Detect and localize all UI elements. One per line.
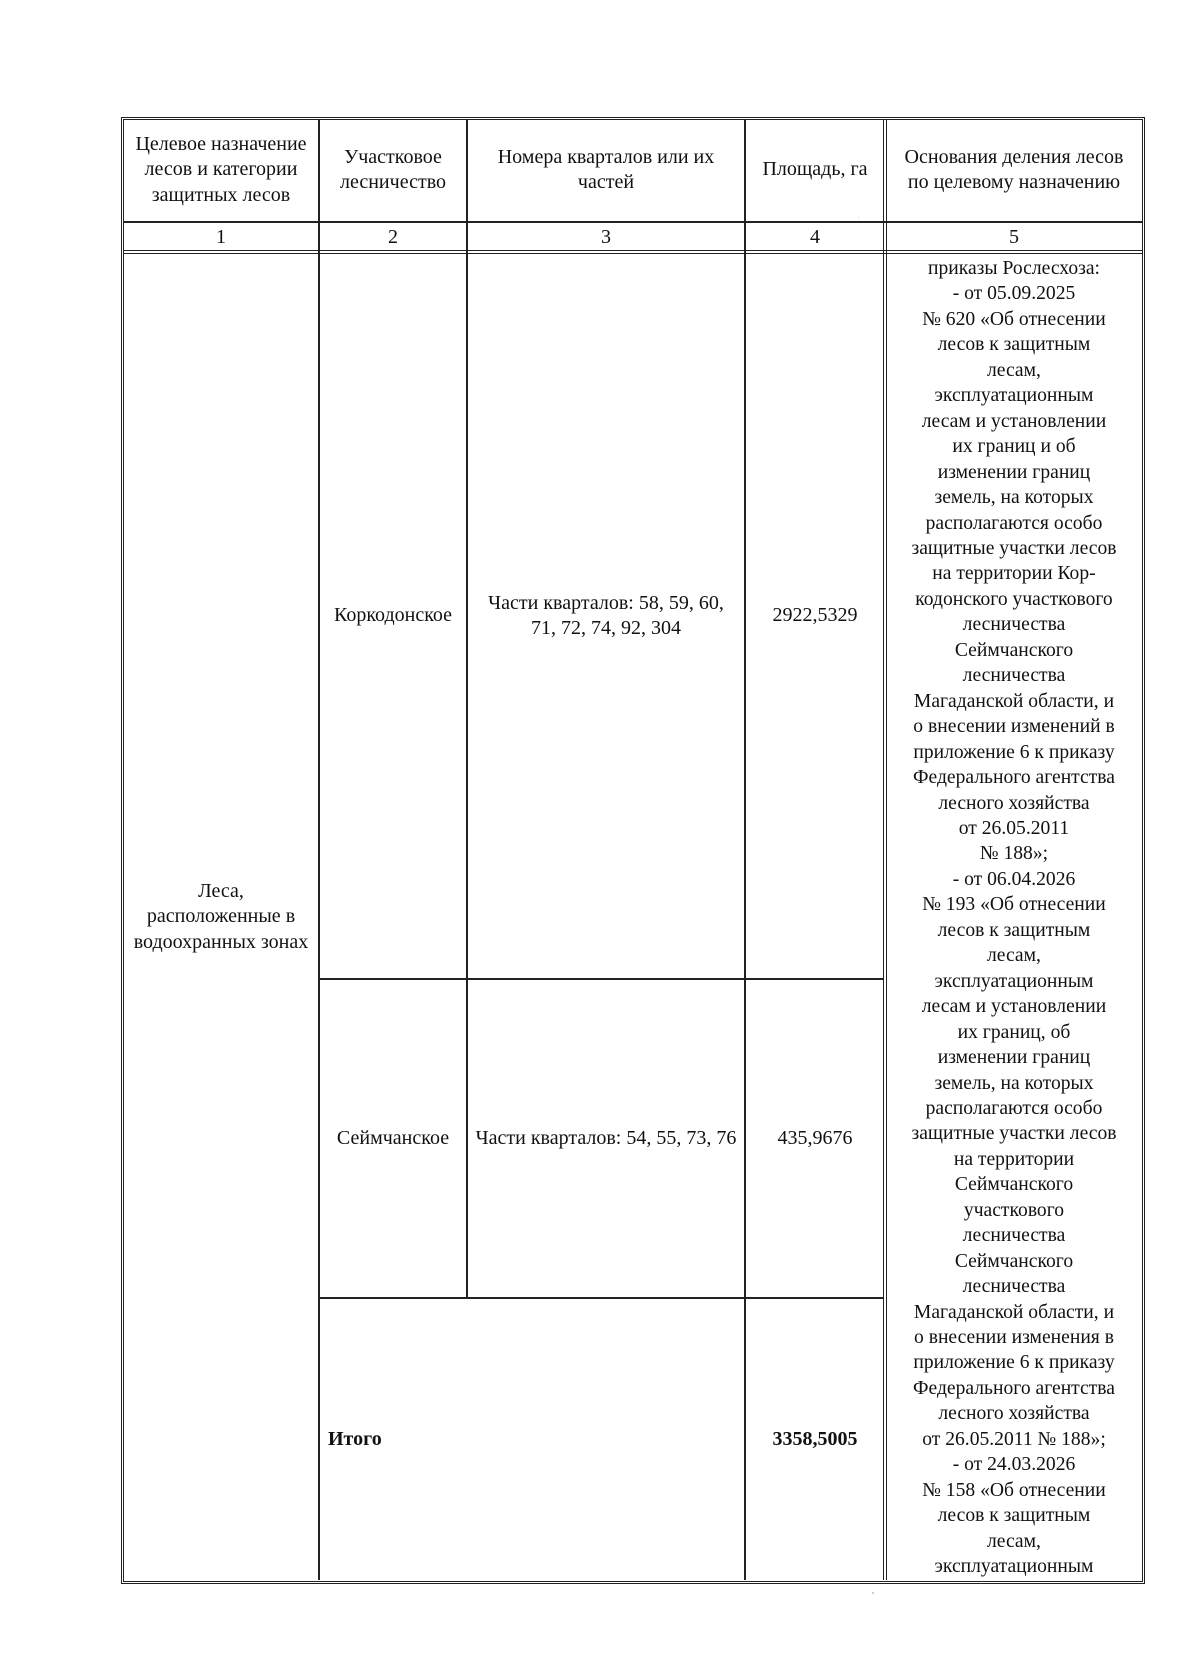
header-quarters xyxy=(468,120,744,220)
colnum-5 xyxy=(886,225,1142,250)
colnum-1-text: 1 xyxy=(216,225,226,248)
row-1-quarters-text: Части кварталов: 58, 59, 60, 71, 72, 74, 92, 304 xyxy=(488,591,724,639)
row-1-area xyxy=(746,254,884,978)
hline-row1 xyxy=(320,978,884,980)
hline-row2 xyxy=(320,1297,884,1299)
header-basis-text: Основания деления лесов по целевому назначению xyxy=(904,145,1124,193)
vline-col1 xyxy=(318,120,320,1580)
row-2-forestry xyxy=(320,981,466,1297)
purpose-text: Леса, расположенные в водоохранных зонах xyxy=(133,879,309,953)
header-area xyxy=(746,120,884,220)
total-label xyxy=(322,1300,742,1580)
header-forestry-text: Участковое лесничество xyxy=(340,145,446,193)
row-1-area-text: 2922,5329 xyxy=(772,604,858,627)
colnum-3 xyxy=(468,225,744,250)
colnum-2 xyxy=(320,225,466,250)
header-purpose-text: Целевое назначение лесов и категории защитных лесов xyxy=(135,132,307,206)
header-purpose xyxy=(124,120,318,220)
basis-cell xyxy=(886,254,1142,1580)
hline-header xyxy=(124,221,1142,223)
vline-col3 xyxy=(744,120,746,1580)
header-forestry xyxy=(320,120,466,220)
row-1-quarters xyxy=(468,254,744,978)
basis-text: приказы Рослесхоза: - от 05.09.2025 № 620 «Об отнесении лесов к защитным лесам, эксплуатационным лесам и установлении их границ и об изменении границ земель, на которых располагаются особо защитные участки лесов на территории Кор- кодонского участкового лесничества Сеймчанского лесничества Магаданской области, и о внесении изменений в приложение 6 к приказу Федерального агентства лесного хозяйства от 26.05.2011 № 188»; - от 06.04.2026 № 193 «Об отнесении лесов к защитным лесам, эксплуатационным лесам и установлении их границ, об изменении границ земель, на которых располагаются особо защитные участки лесов на территории Сеймчанского участкового лесничества Сеймчанского лесничества Магаданской области, и о внесении изменения в приложение 6 к приказу Федерального агентства лесного хозяйства от 26.05.2011 № 188»; - от 24.03.2026 № 158 «Об отнесении лесов к защитным лесам, эксплуатационным xyxy=(911,258,1117,1578)
colnum-4-text: 4 xyxy=(810,225,820,248)
row-2-quarters-text: Части кварталов: 54, 55, 73, 76 xyxy=(475,1127,737,1150)
purpose-cell xyxy=(124,254,318,1580)
colnum-1 xyxy=(124,225,318,250)
header-area-text: Площадь, га xyxy=(762,158,868,181)
header-quarters-text: Номера кварталов или их частей xyxy=(497,145,715,193)
row-2-area xyxy=(746,981,884,1297)
row-1-forestry xyxy=(320,254,466,978)
vline-col4 xyxy=(883,120,887,1580)
row-1-forestry-text: Коркодонское xyxy=(333,604,453,627)
header-basis xyxy=(886,120,1142,220)
hline-colnums xyxy=(124,250,1142,254)
colnum-4 xyxy=(746,225,884,250)
colnum-3-text: 3 xyxy=(601,225,611,248)
row-2-area-text: 435,9676 xyxy=(777,1127,853,1150)
scan-speck xyxy=(858,217,859,218)
total-area-text: 3358,5005 xyxy=(772,1428,858,1451)
colnum-2-text: 2 xyxy=(388,225,398,248)
row-2-quarters xyxy=(468,981,744,1297)
vline-col2 xyxy=(466,120,468,1297)
total-area xyxy=(746,1300,884,1580)
colnum-5-text: 5 xyxy=(1009,225,1019,248)
row-2-forestry-text: Сеймчанское xyxy=(336,1127,450,1150)
total-label-text: Итого xyxy=(328,1428,382,1451)
scan-speck xyxy=(872,1592,874,1594)
